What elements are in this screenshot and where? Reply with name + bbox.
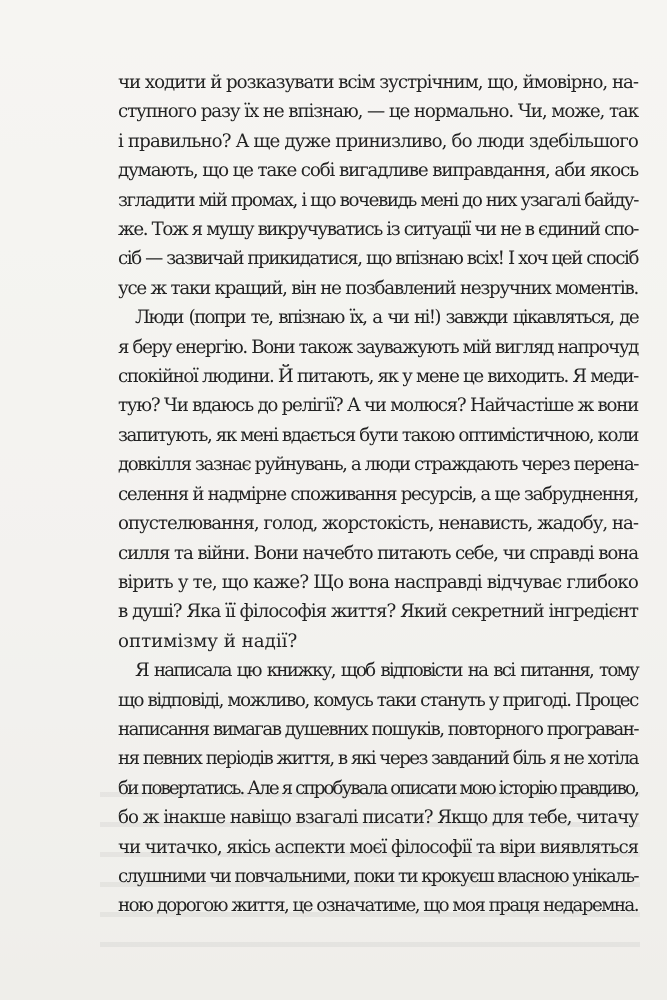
text-line: написання вимагав душевних пошуків, повторного програван-: [118, 718, 638, 740]
text-line: згладити мій промах, і що вочевидь мені до них узагалі байду-: [118, 189, 638, 211]
text-line: вірить у те, що каже? Що вона насправді відчуває глибоко: [118, 571, 639, 593]
text-line: Люди (попри те, впізнаю їх, а чи ні!) завжди цікавляться, де: [135, 307, 638, 329]
text-line: спокійної людини. Й питають, як у мене це виходить. Я меди-: [118, 366, 638, 388]
body-text: [118, 68, 638, 921]
text-line: опустелювання, голод, жорстокість, ненависть, жадобу, на-: [118, 513, 638, 535]
text-line: тую? Чи вдаюсь до релігії? А чи молюся? Найчастіше ж вони: [118, 395, 638, 417]
text-line: ною дорогою життя, це означатиме, що моя праця недаремна.: [118, 895, 638, 917]
text-line: оптимізму й надії?: [118, 630, 298, 652]
text-line: в душі? Яка її філософія життя? Який секретний інгредієнт: [118, 601, 639, 623]
text-line: слушними чи повчальними, поки ти крокуєш власною унікаль-: [118, 865, 638, 887]
paragraph-1: [118, 68, 638, 303]
text-line: що відповіді, можливо, комусь таки стануть у пригоді. Процес: [118, 689, 638, 711]
text-line: усе ж таки кращий, він не позбавлений незручних моментів.: [118, 277, 639, 299]
text-line: селення й надмірне споживання ресурсів, а ще забруднення,: [118, 483, 638, 505]
text-line: і правильно? А ще дуже принизливо, бо люди здебільшого: [118, 130, 638, 152]
text-line: чи ходити й розказувати всім зустрічним, що, ймовірно, на-: [118, 72, 638, 93]
text-line: ступного разу їх не впізнаю, — це нормально. Чи, може, так: [118, 101, 638, 123]
text-line: довкілля зазнає руйнувань, а люди страждають через перена-: [118, 454, 639, 476]
text-line: я беру енергію. Вони також зауважують мій вигляд напрочуд: [118, 336, 638, 358]
text-line: чи читачко, якісь аспекти моєї філософії та віри виявляться: [118, 836, 639, 858]
text-line: думають, що це таке собі вигадливе виправдання, аби якось: [118, 160, 638, 182]
text-line: ня певних періодів життя, в які через завданий біль я не хотіла: [118, 748, 639, 770]
text-line: бо ж інакше навіщо взагалі писати? Якщо для тебе, читачу: [118, 807, 639, 829]
paragraph-3: [118, 656, 638, 921]
text-line: би повертатись. Але я спробувала описати мою історію правдиво,: [118, 777, 639, 799]
text-line: силля та війни. Вони начебто питають себе, чи справді вона: [118, 542, 639, 564]
text-line: Я написала цю книжку, щоб відповісти на всі питання, тому: [135, 660, 638, 682]
text-line: же. Тож я мушу викручуватись із ситуації чи не в єдиний спо-: [118, 219, 638, 241]
paragraph-2: [118, 303, 638, 656]
text-line: сіб — зазвичай прикидатися, що впізнаю всіх! І хоч цей спосіб: [118, 248, 638, 270]
text-line: запитують, як мені вдається бути такою оптимістичною, коли: [118, 424, 638, 446]
